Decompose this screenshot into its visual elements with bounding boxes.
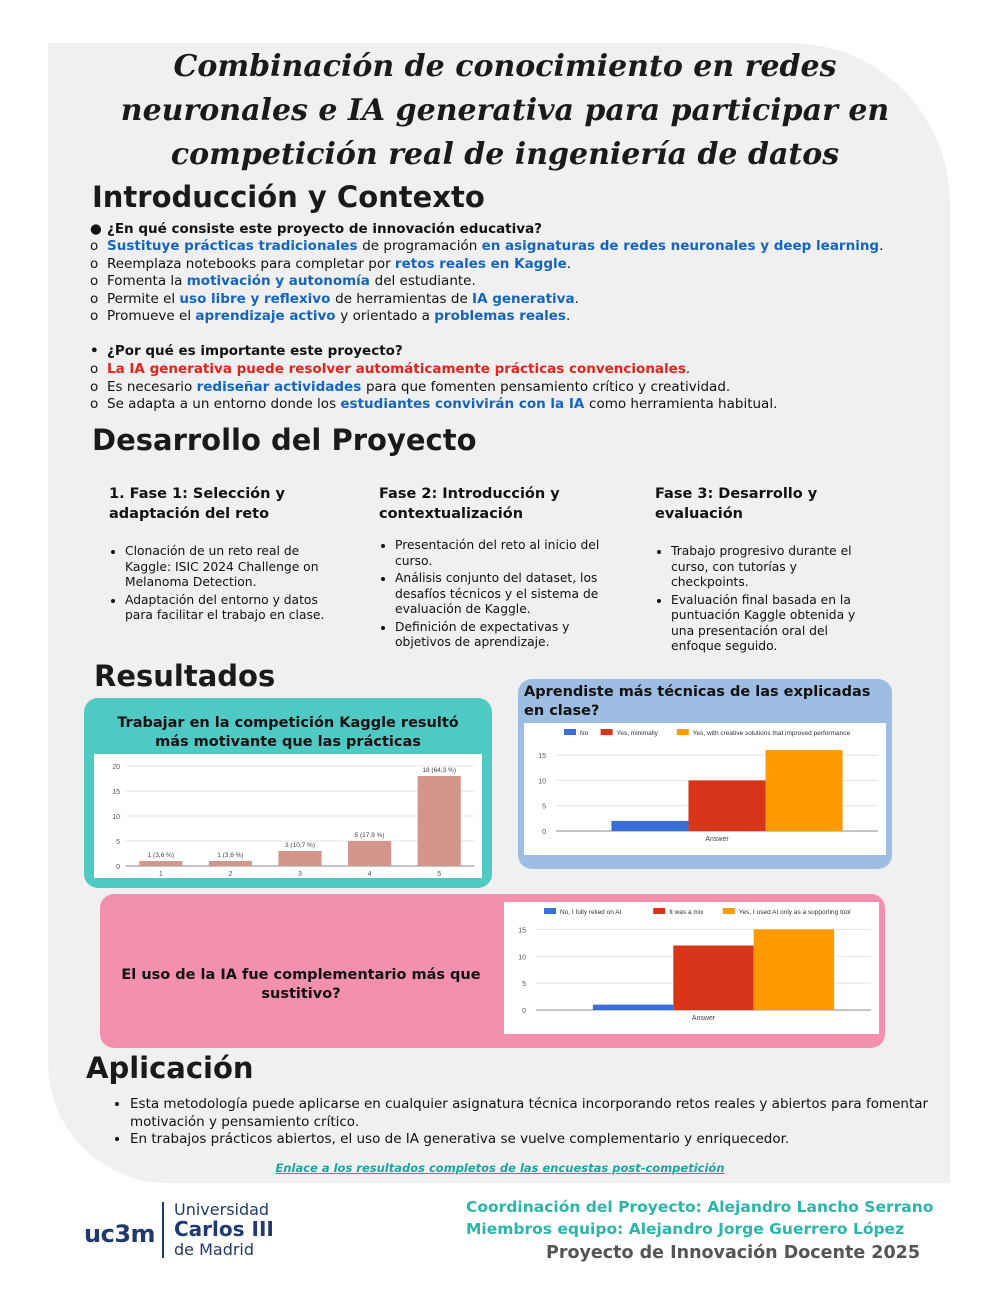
bullet-text: . bbox=[879, 238, 884, 254]
x-axis-label: Answer bbox=[691, 1015, 716, 1022]
techniques-bar-chart bbox=[524, 723, 886, 855]
data-label: 3 (10,7 %) bbox=[285, 842, 315, 849]
y-tick-label: 5 bbox=[542, 803, 546, 811]
x-axis-label: Answer bbox=[705, 836, 729, 843]
bullet-text: Sustituye prácticas tradicionales bbox=[107, 238, 363, 254]
bullet-text: y orientado a bbox=[340, 308, 435, 325]
intro-heading: Introducción y Contexto bbox=[92, 180, 485, 214]
legend-label: It was a mix bbox=[669, 909, 704, 916]
bullet-text: retos reales en Kaggle bbox=[394, 255, 567, 272]
bullet-text: IA generativa bbox=[472, 290, 575, 307]
data-label: 1 (3,6 %) bbox=[147, 852, 174, 859]
program-name: Proyecto de Innovación Docente 2025 bbox=[546, 1243, 920, 1263]
bullet-marker: o bbox=[90, 361, 99, 377]
result-3-box bbox=[100, 894, 885, 1048]
phase-2-item: • Definición de expectativas y objetivos de aprendizaje. bbox=[395, 620, 601, 651]
bullet-line bbox=[90, 238, 883, 256]
techniques-chart bbox=[524, 723, 886, 855]
result-1-box bbox=[84, 698, 492, 888]
y-tick-label: 15 bbox=[538, 753, 546, 761]
bar bbox=[754, 929, 834, 1010]
bullet-line bbox=[90, 361, 690, 379]
y-tick-label: 5 bbox=[522, 981, 526, 989]
legend-swatch bbox=[723, 908, 735, 914]
bullet-text: Se adapta a un entorno donde los bbox=[107, 396, 341, 413]
data-label: 18 (64,3 %) bbox=[422, 767, 457, 774]
legend-label: No bbox=[580, 730, 589, 737]
bullet-line bbox=[90, 273, 476, 291]
bullet-text: Promueve el bbox=[107, 308, 196, 325]
phase-3-title: Fase 3: Desarrollo y evaluación bbox=[655, 486, 818, 522]
y-tick-label: 20 bbox=[112, 764, 120, 771]
bar bbox=[278, 851, 321, 866]
bullet-marker: o bbox=[90, 378, 99, 395]
bar bbox=[418, 776, 461, 866]
bullet-text: Es necesario bbox=[107, 378, 197, 395]
phase-1-title: 1. Fase 1: Selección y adaptación del reto bbox=[109, 486, 285, 522]
result-1-question: Trabajar en la competición Kaggle resultó más motivante que las prácticas bbox=[117, 715, 459, 750]
phase-2-item: • Análisis conjunto del dataset, los desafíos técnicos y el sistema de evaluación de Kaggle. bbox=[395, 571, 601, 618]
legend-label: Yes, minimally bbox=[616, 730, 658, 737]
bullet-text: Permite el bbox=[107, 290, 180, 307]
phase-2-card bbox=[363, 464, 617, 654]
result-2-box bbox=[518, 679, 892, 869]
bullet-text: en asignaturas de redes neuronales y deep learning bbox=[481, 238, 880, 254]
x-tick-label: 5 bbox=[437, 871, 442, 878]
logo-line-2: Carlos III bbox=[174, 1217, 274, 1241]
result-3-question: El uso de la IA fue complementario más que sustitivo? bbox=[121, 967, 481, 1002]
bullet-marker: o bbox=[90, 273, 99, 290]
y-tick-label: 10 bbox=[518, 954, 526, 962]
bullet-text: del estudiante. bbox=[374, 273, 476, 290]
y-tick-label: 15 bbox=[518, 927, 526, 935]
data-label: 1 (3,6 %) bbox=[217, 852, 244, 859]
x-tick-label: 4 bbox=[367, 871, 372, 878]
y-tick-label: 10 bbox=[112, 814, 120, 821]
bullet-text: aprendizaje activo bbox=[195, 308, 341, 325]
legend-label: Yes, with creative solutions that improved performance bbox=[692, 730, 851, 737]
legend-swatch bbox=[677, 729, 689, 735]
bullet-line bbox=[90, 379, 730, 397]
bullet-text: rediseñar actividades bbox=[196, 378, 366, 395]
y-tick-label: 15 bbox=[112, 789, 120, 796]
bar bbox=[348, 841, 391, 866]
bullet-line bbox=[90, 256, 571, 274]
bullet-line bbox=[90, 291, 579, 309]
legend-swatch bbox=[564, 729, 576, 735]
bullet-text: estudiantes convivirán con la IA bbox=[340, 396, 590, 413]
intro-question-1: ● ¿En qué consiste este proyecto de innovación educativa? bbox=[90, 221, 543, 237]
motivation-chart bbox=[94, 754, 482, 878]
bar bbox=[139, 861, 182, 866]
bullet-text: como herramienta habitual. bbox=[589, 396, 778, 413]
phase-3-item: • Evaluación final basada en la puntuación Kaggle obtenida y una presentación oral del enfoque seguido. bbox=[671, 593, 875, 655]
application-item: • En trabajos prácticos abiertos, el uso de IA generativa se vuelve complementario y enriquecedor. bbox=[130, 1131, 950, 1149]
logo-line-3: de Madrid bbox=[174, 1240, 255, 1259]
phase-2-item: • Presentación del reto al inicio del curso. bbox=[395, 538, 601, 569]
logo-short: uc3m bbox=[84, 1220, 156, 1248]
bullet-text: Fomenta la bbox=[107, 273, 187, 290]
x-tick-label: 1 bbox=[158, 871, 163, 878]
bar bbox=[593, 1005, 673, 1010]
bullet-marker: o bbox=[90, 396, 99, 413]
phase-2-title: Fase 2: Introducción y contextualización bbox=[379, 486, 560, 522]
y-tick-label: 0 bbox=[542, 829, 546, 836]
coordination: Coordinación del Proyecto: Alejandro Lancho Serrano bbox=[466, 1198, 934, 1216]
bar bbox=[673, 946, 753, 1011]
bullet-text: de programación bbox=[362, 238, 482, 254]
x-tick-label: 2 bbox=[228, 871, 233, 878]
bullet-text: La IA generativa puede resolver automáticamente prácticas convencionales bbox=[107, 361, 686, 377]
ai-use-bar-chart bbox=[504, 902, 879, 1034]
logo-line-1: Universidad bbox=[174, 1200, 270, 1219]
x-tick-label: 3 bbox=[298, 871, 302, 878]
intro-question-2: • ¿Por qué es importante este proyecto? bbox=[90, 343, 403, 359]
bullet-marker: o bbox=[90, 255, 99, 272]
poster-title: Combinación de conocimiento en redes neuronales e IA generativa para participar en competición real de ingeniería de datos bbox=[120, 49, 890, 172]
survey-results-link[interactable]: Enlace a los resultados completos de las encuestas post-competición bbox=[275, 1161, 725, 1175]
bullet-text: para que fomenten pensamiento crítico y creatividad. bbox=[365, 378, 731, 395]
y-tick-label: 0 bbox=[116, 864, 120, 871]
bullet-text: . bbox=[565, 308, 571, 325]
legend-label: Yes, I used AI only as a supporting tool bbox=[738, 909, 851, 916]
bar bbox=[766, 750, 843, 831]
application-heading: Aplicación bbox=[86, 1051, 254, 1085]
legend-label: No, I fully relied on AI bbox=[560, 909, 622, 916]
logo-divider bbox=[162, 1202, 164, 1258]
y-tick-label: 0 bbox=[522, 1008, 526, 1015]
bar bbox=[209, 861, 252, 866]
ai-use-chart bbox=[504, 902, 879, 1034]
bullet-marker: o bbox=[90, 290, 99, 307]
legend-swatch bbox=[601, 729, 613, 735]
phase-3-item: • Trabajo progresivo durante el curso, con tutorías y checkpoints. bbox=[671, 544, 875, 591]
bullet-text: problemas reales bbox=[434, 308, 566, 325]
bullet-marker: o bbox=[90, 238, 99, 254]
bullet-text: motivación y autonomía bbox=[186, 273, 375, 290]
application-item: • Esta metodología puede aplicarse en cualquier asignatura técnica incorporando retos reales y abiertos para fomentar motivación y pensamiento crítico. bbox=[130, 1096, 950, 1131]
team-members: Miembros equipo: Alejandro Jorge Guerrero López bbox=[466, 1220, 905, 1238]
bullet-text: . bbox=[685, 361, 691, 377]
phase-1-item: • Adaptación del entorno y datos para facilitar el trabajo en clase. bbox=[125, 593, 325, 624]
bullet-text: Reemplaza notebooks para completar por bbox=[107, 255, 395, 272]
legend-swatch bbox=[544, 908, 556, 914]
bar bbox=[688, 780, 765, 831]
bullet-line bbox=[90, 396, 777, 414]
bullet-line bbox=[90, 308, 570, 326]
bullet-text: de herramientas de bbox=[335, 290, 473, 307]
phase-1-item: • Clonación de un reto real de Kaggle: ISIC 2024 Challenge on Melanoma Detection. bbox=[125, 544, 325, 591]
bullet-text: . bbox=[574, 290, 579, 307]
y-tick-label: 10 bbox=[538, 778, 546, 786]
bullet-marker: o bbox=[90, 308, 99, 325]
bar bbox=[611, 821, 688, 831]
y-tick-label: 5 bbox=[116, 839, 120, 846]
bullet-text: uso libre y reflexivo bbox=[179, 290, 336, 307]
bullet-text: . bbox=[566, 255, 572, 272]
phase-1-card bbox=[93, 464, 341, 654]
result-2-question: Aprendiste más técnicas de las explicadas en clase? bbox=[524, 684, 871, 719]
results-heading: Resultados bbox=[94, 659, 276, 693]
phase-3-card bbox=[639, 464, 891, 654]
development-heading: Desarrollo del Proyecto bbox=[92, 423, 477, 457]
motivation-bar-chart bbox=[94, 754, 482, 878]
data-label: 5 (17,9 %) bbox=[354, 832, 385, 839]
legend-swatch bbox=[653, 908, 665, 914]
